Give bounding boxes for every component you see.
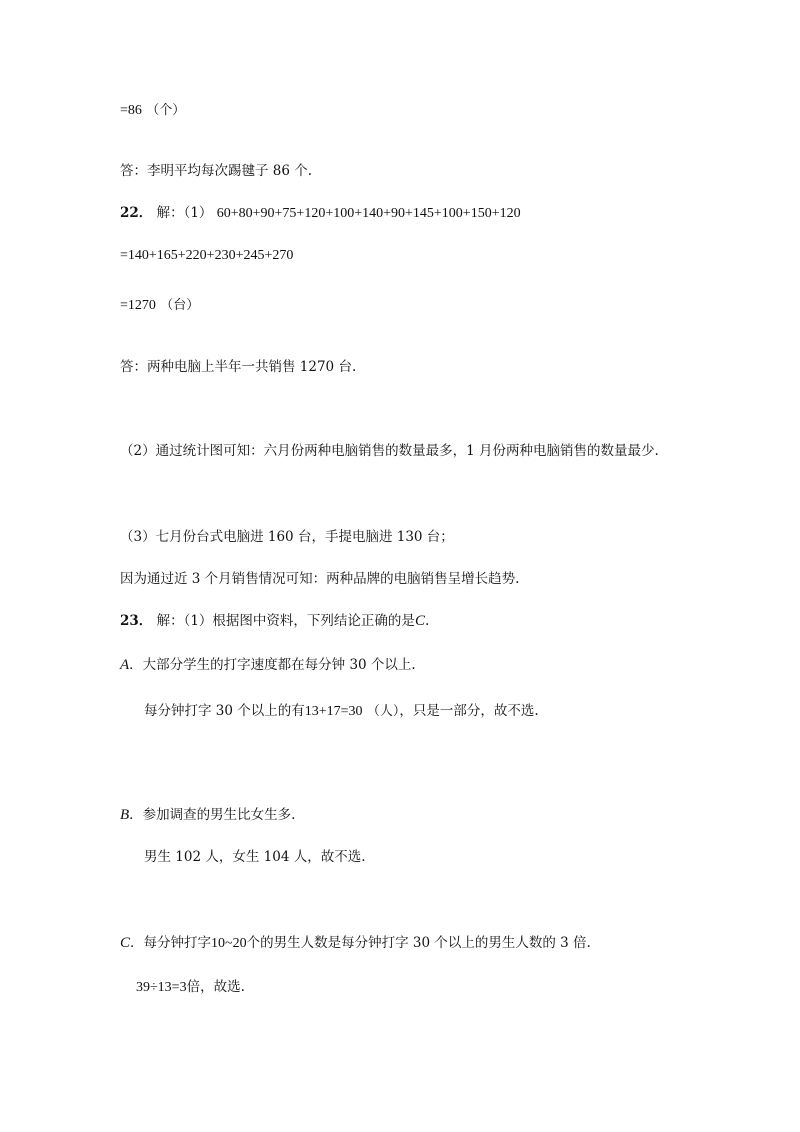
option-b-explain xyxy=(144,847,366,867)
unit-ren: （人） xyxy=(366,704,400,719)
line-equals-86 xyxy=(120,100,185,121)
question-22-line xyxy=(120,203,521,224)
answer-letter: C xyxy=(414,613,425,629)
math-range: 10~20 xyxy=(211,936,247,951)
question-23-line xyxy=(120,611,429,631)
unit-tai: （台） xyxy=(160,298,200,313)
math-division: 39÷13=3 xyxy=(136,980,187,995)
option-letter-c: C xyxy=(120,935,131,951)
part-3-line xyxy=(120,527,454,547)
explain-text: 男生 102 人，女生 104 人，故不选. xyxy=(144,849,366,865)
answer-text: 答：两种电脑上半年一共销售 1270 台. xyxy=(120,359,357,375)
option-a-line xyxy=(120,655,416,675)
math-result: =86 xyxy=(120,103,142,118)
math-sum: 13+17=30 xyxy=(304,704,363,719)
reason-line xyxy=(120,569,519,589)
question-number: 22． xyxy=(120,205,153,221)
answer-line-22 xyxy=(120,357,356,377)
part-2-text: （2）通过统计图可知：六月份两种电脑销售的数量最多，1 月份两种电脑销售的数量最少. xyxy=(120,443,659,459)
option-b-text: ．参加调查的男生比女生多. xyxy=(129,807,296,823)
option-letter-b: B xyxy=(120,807,130,823)
unit-ge: （个） xyxy=(146,103,186,118)
option-letter-a: A xyxy=(120,657,130,673)
math-result: =1270 xyxy=(120,298,156,313)
sum-result-line xyxy=(120,295,199,316)
option-c-explain xyxy=(136,977,245,998)
question-number: 23． xyxy=(120,613,153,629)
option-c-line xyxy=(120,933,591,954)
sum-step-line xyxy=(120,245,293,266)
solution-label: 解：（1） xyxy=(156,205,213,221)
option-a-text: ．大部分学生的打字速度都在每分钟 30 个以上. xyxy=(129,657,416,673)
option-b-line xyxy=(120,805,295,825)
explain-pre: 每分钟打字 30 个以上的有 xyxy=(144,703,305,719)
answer-line-21 xyxy=(120,161,312,181)
math-sum: 60+80+90+75+120+100+140+90+145+100+150+120 xyxy=(216,206,521,221)
explain-post: 倍，故选. xyxy=(186,979,245,995)
part-2-line xyxy=(120,441,659,461)
option-c-pre: ．每分钟打字 xyxy=(130,935,212,951)
reason-text: 因为通过近 3 个月销售情况可知：两种品牌的电脑销售呈增长趋势. xyxy=(120,571,520,587)
question-text: 解：（1）根据图中资料，下列结论正确的是 xyxy=(156,613,415,629)
explain-post: ，只是一部分，故不选. xyxy=(399,703,539,719)
math-step: =140+165+220+230+245+270 xyxy=(120,248,294,263)
answer-text: 答：李明平均每次踢毽子 86 个. xyxy=(120,163,313,179)
part-3-text: （3）七月份台式电脑进 160 台，手提电脑进 130 台； xyxy=(120,529,454,545)
period: . xyxy=(424,613,430,629)
option-a-explain xyxy=(144,701,539,722)
option-c-post: 个的男生人数是每分钟打字 30 个以上的男生人数的 3 倍. xyxy=(246,935,591,951)
